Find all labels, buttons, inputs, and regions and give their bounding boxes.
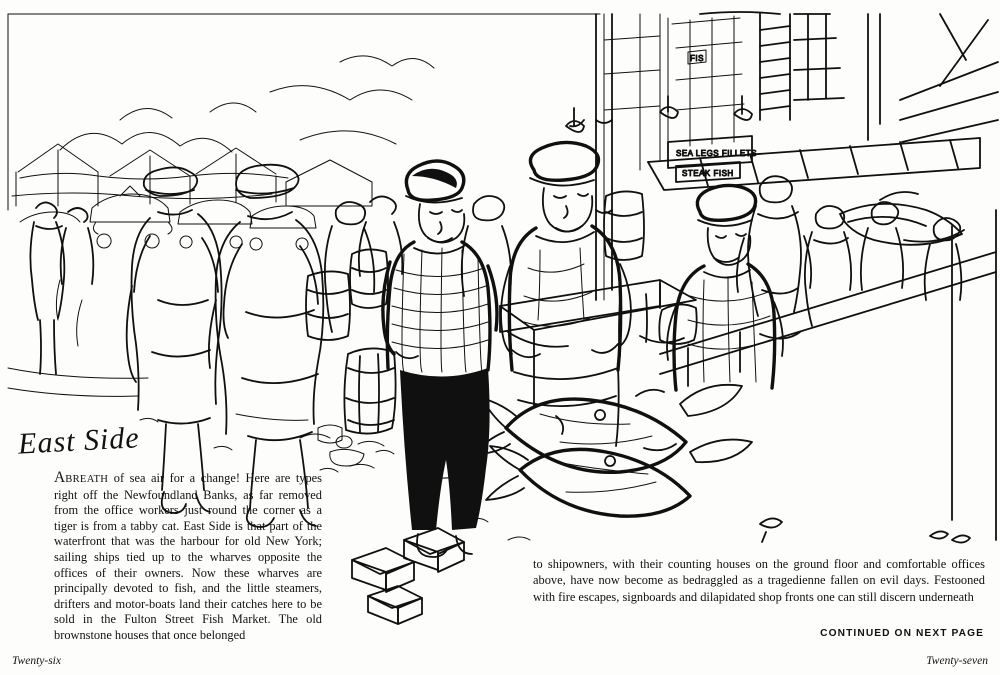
- opening-small-caps: BREATH: [65, 474, 109, 485]
- sea-legs-fillets-sign-text: SEA LEGS FILLETS: [676, 149, 757, 158]
- body-text-left-column: [54, 470, 322, 644]
- steak-fish-sign-text: STEAK FISH: [682, 169, 734, 178]
- folio-left: Twenty-six: [12, 655, 61, 667]
- left-column-text: of sea air for a change! Here are types right off the Newfoundland Banks, as far removed from the office workers just round the corner as a tiger is from a tabby cat. East Side is that part of the waterfront that was the harbour for old New York; sailing ships tied up to the wharves opposite the offices of their owners. Now these wharves are principally devoted to fish, and the little steamers, drifters and motor-boats land their catches here to be sold in the Fulton Street Fish Market. The old brownstone houses that once belonged: [54, 471, 322, 642]
- continued-note: CONTINUED ON NEXT PAGE: [820, 628, 984, 639]
- drop-cap: A: [54, 469, 66, 486]
- fish-window-sign-text: FIS: [690, 54, 704, 63]
- folio-right: Twenty-seven: [926, 655, 988, 667]
- body-text-right-column: [533, 556, 985, 605]
- right-column-text: to shipowners, with their counting houses on the ground floor and comfortable offices above, have now become as bedraggled as a tragedienne fallen on evil days. Festooned with fire escapes, signboards and dilapidated shop fronts one can still discern underneath: [533, 557, 985, 604]
- page-title: East Side: [17, 421, 141, 461]
